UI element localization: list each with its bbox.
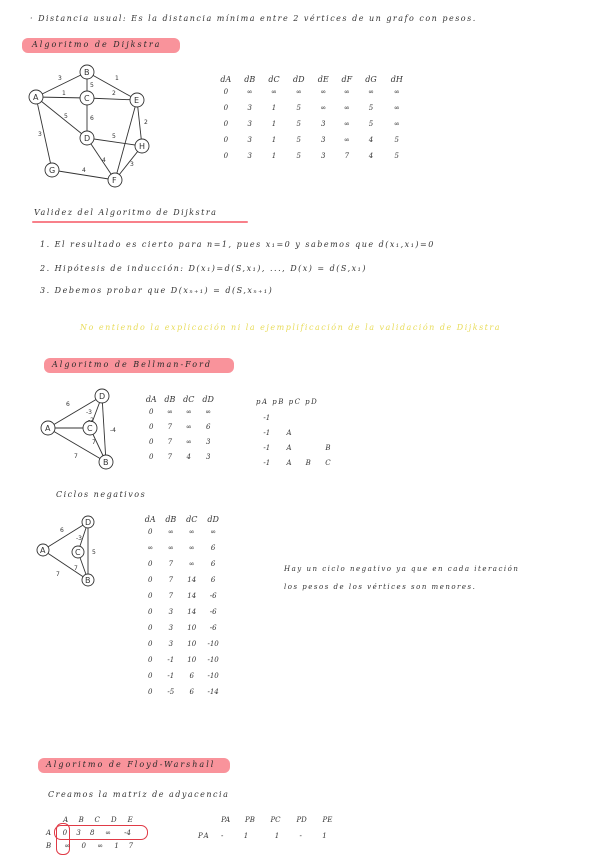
table-cell: -1: [263, 443, 271, 452]
floyd-pred-row: [214, 832, 340, 840]
floyd-matrix-row-a: [58, 829, 138, 837]
validez-note: No entiendo la explicación ni la ejemplificación de la validación de Dijkstra: [80, 323, 501, 332]
table-cell: ∞: [167, 528, 174, 536]
table-cell: 1: [271, 152, 277, 160]
table-cell: ∞: [393, 88, 400, 96]
table-cell: 1: [271, 104, 277, 112]
table-cell: A: [286, 428, 292, 437]
edge-weight: 2: [144, 119, 148, 126]
table-cell: 1: [271, 136, 277, 144]
ciclos-note-line2: los pesos de los vértices son menores.: [284, 583, 477, 591]
edge-weight: -3: [86, 409, 92, 416]
edge-weight: 4: [102, 157, 106, 164]
table-cell: ∞: [368, 88, 374, 96]
table-cell: 1: [274, 832, 280, 840]
table-cell: 1: [114, 842, 119, 850]
table-cell: 3: [168, 640, 174, 648]
table-cell: dC: [183, 395, 195, 404]
table-cell: 5: [296, 136, 301, 144]
table-cell: ∞: [210, 528, 217, 536]
edge-weight: 5: [92, 549, 96, 556]
validez-item-2: 2. Hipótesis de inducción: D(x₁)=d(S,x₁), ..., D(x) = d(S,x₁): [40, 264, 367, 273]
ciclos-graph: [34, 512, 104, 592]
table-cell: [299, 440, 318, 455]
validez-item-1: 1. El resultado es cierto para n=1, pues x₁=0 y sabemos que d(x₁,x₁)=0: [40, 240, 435, 249]
table-cell: 10: [187, 656, 197, 664]
dijkstra-heading: Algoritmo de Dijkstra: [32, 40, 162, 49]
edge-weight: 4: [82, 167, 86, 174]
table-cell: 4: [186, 452, 192, 461]
table-cell: PB: [245, 816, 255, 824]
table-cell: -10: [207, 672, 219, 680]
dijkstra-graph: [20, 62, 170, 192]
table-cell: 1: [322, 832, 327, 840]
table-cell: -6: [209, 624, 217, 632]
table-cell: 0: [148, 560, 153, 568]
table-cell: dE: [317, 75, 329, 84]
edge-weight: -4: [110, 427, 116, 434]
table-cell: 7: [128, 842, 134, 850]
table-cell: 8: [90, 829, 95, 837]
table-cell: ∞: [295, 88, 302, 96]
table-cell: ∞: [166, 407, 173, 416]
table-cell: D: [111, 816, 117, 824]
table-cell: 0: [149, 422, 154, 431]
table-cell: ∞: [393, 120, 400, 128]
table-cell: -: [299, 832, 302, 840]
table-cell: 7: [167, 452, 173, 461]
floyd-subheading: Creamos la matriz de adyacencia: [48, 790, 230, 799]
table-cell: 3: [168, 608, 174, 616]
floyd-matrix-header: [58, 816, 138, 824]
table-cell: 3: [247, 152, 252, 160]
edge-weight: 3: [130, 161, 134, 168]
table-cell: 10: [187, 624, 197, 632]
table-cell: 5: [394, 152, 399, 160]
table-cell: 0: [149, 452, 154, 461]
table-cell: 0: [148, 656, 153, 664]
table-cell: ∞: [320, 104, 327, 112]
table-cell: 6: [210, 560, 216, 568]
table-cell: dB: [164, 395, 176, 404]
node-e: E: [134, 96, 140, 105]
table-cell: dC: [268, 75, 280, 84]
table-cell: 0: [148, 640, 153, 648]
floyd-heading: Algoritmo de Floyd-Warshall: [46, 760, 216, 769]
table-cell: PD: [296, 816, 307, 824]
edge-weight: 5: [90, 82, 94, 89]
node-f: F: [112, 176, 117, 185]
table-cell: ∞: [185, 407, 192, 416]
table-cell: 0: [223, 120, 229, 128]
bf-node-c: C: [87, 424, 93, 433]
table-cell: -1: [263, 428, 271, 437]
table-cell: 3: [321, 136, 326, 144]
table-cell: dB: [244, 75, 256, 84]
floyd-pred-row-label: PA: [198, 832, 211, 840]
table-cell: 3: [168, 624, 174, 632]
table-cell: 10: [187, 640, 197, 648]
table-cell: 5: [296, 120, 301, 128]
ciclos-distance-table: [140, 515, 224, 700]
edge-weight: 3: [38, 131, 42, 138]
table-cell: 14: [187, 576, 197, 584]
edge-weight: 7: [92, 439, 96, 446]
bellman-pred-table: [254, 410, 338, 470]
table-cell: 3: [205, 437, 211, 446]
table-cell: B: [78, 816, 84, 824]
edge-weight: 1: [62, 90, 66, 97]
edge-weight: 1: [115, 75, 119, 82]
table-cell: -: [221, 832, 224, 840]
table-cell: 3: [247, 120, 252, 128]
node-h: H: [139, 142, 146, 151]
table-cell: ∞: [188, 544, 195, 552]
table-cell: 5: [368, 120, 374, 128]
table-cell: ∞: [343, 120, 350, 128]
table-cell: 0: [148, 672, 153, 680]
table-cell: 0: [148, 608, 153, 616]
cn-node-a: A: [40, 546, 46, 555]
table-cell: dC: [186, 515, 198, 524]
bellman-graph: [38, 386, 128, 476]
table-cell: 6: [189, 672, 194, 680]
table-cell: -14: [207, 688, 219, 696]
table-cell: A: [286, 443, 292, 452]
table-cell: ∞: [343, 88, 350, 96]
bellman-distance-table: [142, 395, 218, 464]
table-cell: 4: [368, 152, 374, 160]
validez-item-3: 3. Debemos probar que D(xₙ₊₁) = d(S,xₙ₊₁): [40, 286, 274, 295]
ciclos-heading: Ciclos negativos: [56, 490, 147, 499]
table-cell: PE: [322, 816, 333, 824]
table-cell: [280, 410, 299, 425]
table-cell: ∞: [188, 560, 195, 568]
table-cell: 6: [210, 544, 216, 552]
bellman-pred-header: pA pB pC pD: [256, 398, 319, 406]
edge-weight: 7: [74, 453, 78, 460]
bellman-heading: Algoritmo de Bellman-Ford: [52, 360, 213, 369]
table-cell: [299, 425, 318, 440]
table-cell: dG: [365, 75, 377, 84]
validez-underline: [32, 221, 248, 223]
table-cell: 0: [223, 104, 229, 112]
table-cell: -6: [209, 608, 217, 616]
table-cell: 1: [243, 832, 249, 840]
table-cell: E: [127, 816, 133, 824]
table-cell: ∞: [343, 104, 350, 112]
table-cell: 7: [168, 576, 174, 584]
table-cell: 6: [210, 576, 216, 584]
cn-node-c: C: [75, 548, 81, 557]
table-cell: ∞: [147, 544, 154, 552]
table-cell: dH: [390, 75, 403, 84]
bf-node-b: B: [103, 458, 109, 467]
floyd-column-a-oval: [56, 823, 70, 855]
node-b: B: [84, 68, 90, 77]
table-cell: -10: [207, 656, 219, 664]
table-cell: 14: [187, 608, 197, 616]
edge-weight: 6: [66, 401, 70, 408]
table-cell: 0: [148, 528, 153, 536]
floyd-matrix-row-b: [58, 842, 138, 850]
table-cell: 4: [368, 136, 374, 144]
table-cell: 0: [148, 576, 153, 584]
table-cell: ∞: [343, 136, 350, 144]
table-cell: -5: [167, 688, 175, 696]
table-cell: 0: [148, 592, 153, 600]
table-cell: dA: [220, 75, 232, 84]
table-cell: dD: [207, 515, 219, 524]
table-cell: ∞: [246, 88, 253, 96]
table-cell: -10: [207, 640, 219, 648]
table-cell: ∞: [185, 422, 192, 431]
table-cell: -1: [263, 458, 271, 467]
table-cell: 14: [187, 592, 197, 600]
table-cell: dD: [293, 75, 305, 84]
table-cell: [318, 410, 338, 425]
floyd-row-b-label: B: [46, 842, 53, 850]
edge-weight: -3: [76, 535, 82, 542]
floyd-pred-header: [214, 816, 340, 824]
table-cell: dA: [145, 395, 157, 404]
table-cell: 5: [394, 136, 399, 144]
table-cell: 7: [167, 422, 173, 431]
table-cell: -4: [124, 829, 131, 837]
table-cell: -1: [167, 672, 175, 680]
table-cell: dD: [202, 395, 214, 404]
table-cell: 3: [247, 136, 252, 144]
node-a: A: [33, 93, 39, 102]
table-cell: B: [305, 458, 311, 467]
table-cell: 0: [148, 624, 153, 632]
table-cell: 0: [223, 136, 229, 144]
table-cell: 0: [223, 88, 229, 96]
table-cell: 3: [76, 829, 81, 837]
table-cell: 3: [247, 104, 252, 112]
edge-weight: 7: [74, 565, 78, 572]
table-cell: A: [286, 458, 292, 467]
table-cell: 0: [223, 152, 229, 160]
cn-node-b: B: [85, 576, 91, 585]
table-cell: -1: [167, 656, 175, 664]
table-cell: 6: [189, 688, 194, 696]
edge-weight: 7: [56, 571, 60, 578]
table-cell: ∞: [97, 842, 104, 850]
table-cell: 0: [148, 688, 153, 696]
cn-node-d: D: [85, 518, 92, 527]
table-cell: ∞: [188, 528, 195, 536]
edge-weight: -2: [88, 417, 94, 424]
edge-weight: 3: [58, 75, 62, 82]
table-cell: 0: [149, 437, 154, 446]
table-cell: ∞: [320, 88, 327, 96]
edge-weight: 6: [60, 527, 64, 534]
table-cell: C: [325, 458, 331, 467]
table-cell: 6: [205, 422, 211, 431]
table-cell: 7: [344, 152, 350, 160]
table-cell: ∞: [105, 829, 111, 837]
table-cell: 7: [168, 560, 174, 568]
table-cell: 0: [62, 829, 68, 837]
table-cell: -1: [263, 413, 271, 422]
table-cell: ∞: [271, 88, 277, 96]
table-cell: 1: [271, 120, 277, 128]
table-cell: ∞: [167, 544, 174, 552]
bf-node-a: A: [45, 424, 51, 433]
node-g: G: [49, 166, 56, 175]
node-c: C: [84, 94, 90, 103]
validez-heading: Validez del Algoritmo de Dijkstra: [34, 208, 218, 217]
table-cell: ∞: [185, 437, 192, 446]
table-cell: 3: [321, 152, 326, 160]
edge-weight: 5: [112, 133, 116, 140]
table-cell: ∞: [393, 104, 400, 112]
floyd-row-a-label: A: [46, 829, 53, 837]
table-cell: 0: [149, 407, 154, 416]
edge-weight: 6: [90, 115, 94, 122]
table-cell: ∞: [64, 842, 71, 850]
ciclos-note-line1: Hay un ciclo negativo ya que en cada iteración: [284, 565, 520, 573]
table-cell: PC: [270, 816, 281, 824]
dijkstra-distance-table: [214, 75, 410, 164]
edge-weight: 2: [112, 90, 116, 97]
table-cell: 7: [167, 437, 173, 446]
table-cell: [299, 410, 318, 425]
table-cell: 3: [205, 452, 211, 461]
table-cell: 5: [368, 104, 374, 112]
table-cell: -6: [209, 592, 217, 600]
table-cell: C: [94, 816, 100, 824]
table-cell: dF: [341, 75, 353, 84]
table-cell: 7: [168, 592, 174, 600]
table-cell: 3: [321, 120, 326, 128]
table-cell: B: [325, 443, 331, 452]
node-d: D: [84, 134, 91, 143]
table-cell: 0: [81, 842, 86, 850]
bf-node-d: D: [99, 392, 106, 401]
table-cell: PA: [221, 816, 231, 824]
edge-weight: 5: [64, 113, 68, 120]
table-cell: ∞: [205, 407, 212, 416]
table-cell: 5: [296, 104, 301, 112]
table-cell: dA: [144, 515, 156, 524]
table-cell: [318, 425, 338, 440]
intro-text: · Distancia usual: Es la distancia mínima entre 2 vértices de un grafo con pesos.: [30, 14, 477, 23]
table-cell: 5: [296, 152, 301, 160]
table-cell: dB: [165, 515, 177, 524]
table-cell: A: [63, 816, 69, 824]
